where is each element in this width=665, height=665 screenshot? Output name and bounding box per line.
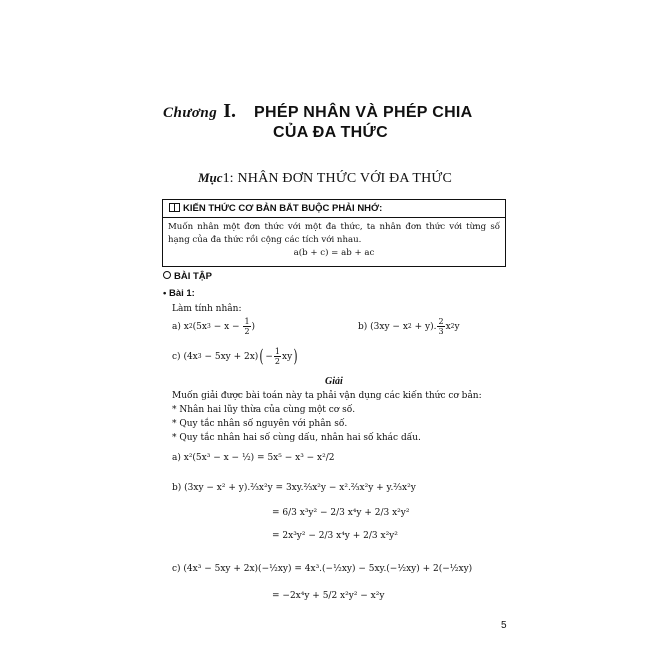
- solution-c-line2: = −2x⁴y + 5/2 x²y² − x²y: [272, 591, 385, 601]
- section-word: Mục: [198, 170, 223, 185]
- chapter-title-line2: CỦA ĐA THỨC: [273, 124, 388, 141]
- fraction: $\frac{1}{2}$: [244, 317, 250, 336]
- solution-a: a) x²(5x³ − x − ½) = 5x⁵ − x³ − x²/2: [172, 453, 335, 463]
- solution-rule-3: * Quy tắc nhân hai số cùng dấu, nhân hai số khác dấu.: [172, 433, 421, 443]
- circle-bullet-icon: [163, 271, 171, 279]
- exercise-1-label: • Bài 1:: [163, 288, 195, 299]
- knowledge-box: [162, 199, 506, 267]
- section-heading: [198, 170, 452, 187]
- chapter-heading: [163, 100, 523, 141]
- problem-a: a) x 2 (5x 3 − x − $\frac{1}{2}$ ): [172, 317, 256, 336]
- fraction: $\frac{2}{3}$: [438, 317, 444, 336]
- book-icon: [169, 203, 180, 212]
- knowledge-box-heading: KIẾN THỨC CƠ BẢN BẮT BUỘC PHẢI NHỚ:: [163, 200, 505, 218]
- solution-b-line1: b) (3xy − x² + y).⅔x²y = 3xy.⅔x²y − x².⅔x²y + y.⅔x²y: [172, 483, 416, 493]
- section-title: NHÂN ĐƠN THỨC VỚI ĐA THỨC: [237, 171, 453, 186]
- solution-rule-1: * Nhân hai lũy thừa của cùng một cơ số.: [172, 405, 356, 415]
- solution-rule-2: * Quy tắc nhân số nguyên với phân số.: [172, 419, 348, 429]
- section-number: 1:: [222, 171, 234, 186]
- solution-b-line2: = 6/3 x³y² − 2/3 x⁴y + 2/3 x²y²: [272, 508, 410, 518]
- fraction: $\frac{1}{2}$: [274, 347, 280, 366]
- knowledge-box-body: Muốn nhân một đơn thức với một đa thức, ta nhân đơn thức với từng số hạng của đa thức rồi cộng các tích với nhau.: [168, 222, 500, 245]
- chapter-word: Chương: [163, 105, 218, 121]
- chapter-title-line1: PHÉP NHÂN VÀ PHÉP CHIA: [254, 104, 473, 121]
- solution-c-line1: c) (4x³ − 5xy + 2x)(−½xy) = 4x³.(−½xy) − 5xy.(−½xy) + 2(−½xy): [172, 564, 473, 574]
- problem-b: b) (3xy − x 2 + y). $\frac{2}{3}$ x 2 y: [358, 317, 460, 336]
- exercise-instruction: Làm tính nhân:: [172, 304, 242, 314]
- solution-b-line3: = 2x³y² − 2/3 x⁴y + 2/3 x²y²: [272, 531, 398, 541]
- solution-heading: Giải: [325, 376, 343, 387]
- chapter-roman: I.: [223, 100, 237, 122]
- knowledge-box-formula: a(b + c) = ab + ac: [293, 248, 375, 258]
- problem-c: c) (4x 3 − 5xy + 2x) ( − $\frac{1}{2}$ xy ): [172, 345, 298, 367]
- page-number: 5: [501, 620, 507, 631]
- exercises-heading: BÀI TẬP: [163, 271, 212, 282]
- solution-intro: Muốn giải được bài toán này ta phải vận dụng các kiến thức cơ bản:: [172, 391, 482, 401]
